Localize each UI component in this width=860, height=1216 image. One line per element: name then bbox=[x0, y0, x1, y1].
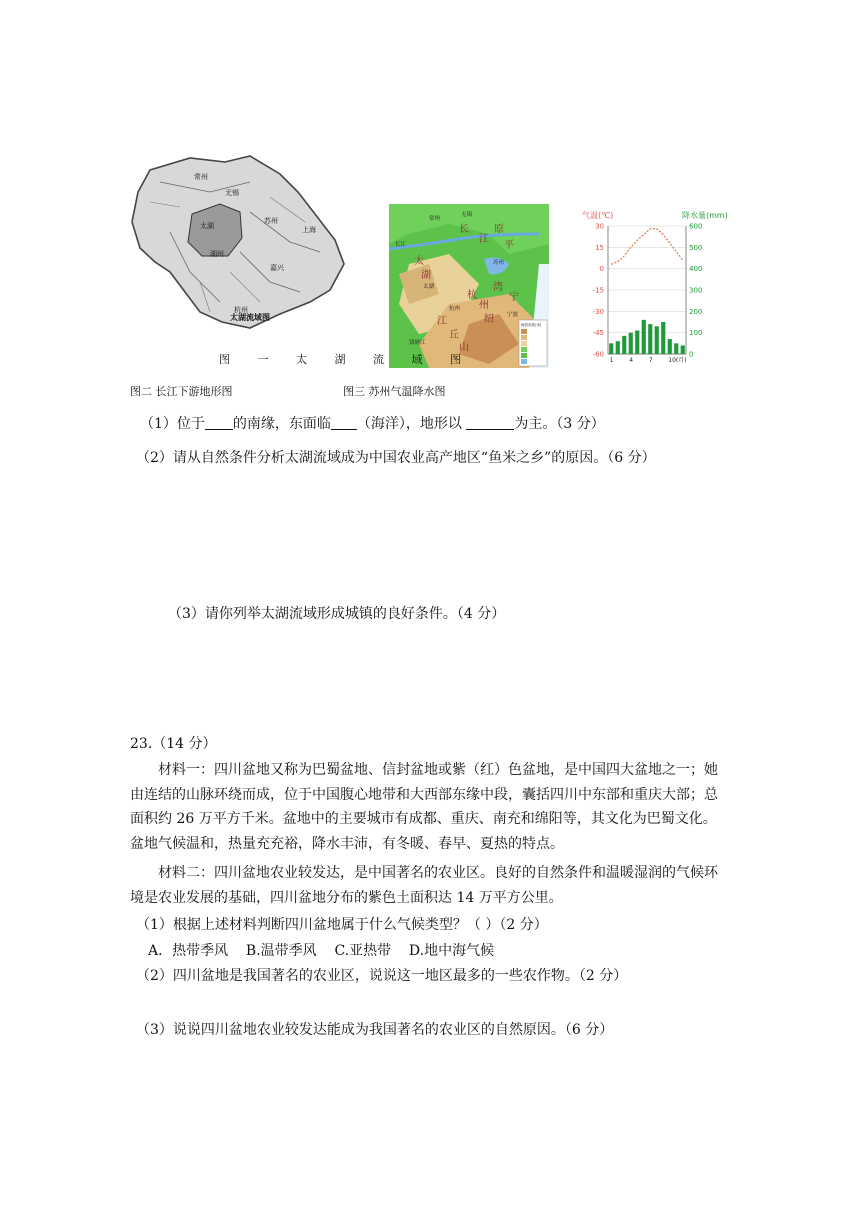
precip-bar-5 bbox=[635, 331, 639, 354]
caption-fig2: 图二 长江下游地形图 bbox=[130, 385, 233, 398]
map-title: 太湖流域图 bbox=[230, 313, 270, 322]
left-tick-label: -30 bbox=[592, 307, 604, 316]
q23-question-3: （3）说说四川盆地农业较发达能成为我国著名的农业区的自然原因。（6 分） bbox=[136, 1022, 614, 1038]
precip-bar-8 bbox=[655, 326, 659, 354]
precip-bar-1 bbox=[609, 343, 613, 354]
right-tick-label: 0 bbox=[689, 350, 694, 359]
precip-bar-7 bbox=[648, 324, 652, 354]
caption-fig1-text: 图 一 太 湖 流 域 图 bbox=[219, 353, 473, 366]
terrain-label-6: 宁 bbox=[509, 292, 519, 303]
q23-options: A．热带季风 B.温带季风 C.亚热带 D.地中海气候 bbox=[148, 943, 495, 959]
x-tick-label: 7 bbox=[648, 357, 653, 364]
right-tick-label: 200 bbox=[689, 307, 703, 316]
q22-blank-3[interactable] bbox=[466, 415, 514, 430]
terrain-legend bbox=[519, 320, 547, 366]
caption-fig1 bbox=[219, 350, 473, 370]
q22-blank-1[interactable] bbox=[205, 415, 233, 430]
left-tick-label: -45 bbox=[592, 329, 604, 338]
q22-part2: （2）请从自然条件分析太湖流域成为中国农业高产地区“鱼米之乡”的原因。（6 分） bbox=[136, 450, 656, 466]
terrain-label-13: 丘 bbox=[449, 330, 459, 341]
left-axis-title: 气温(℃) bbox=[582, 211, 614, 220]
terrain-place-qiantangjiang: 钱塘江 bbox=[409, 340, 426, 346]
x-tick-label: 1 bbox=[609, 357, 614, 364]
left-tick-label: 15 bbox=[595, 243, 604, 252]
temperature-line bbox=[611, 229, 683, 265]
terrain-map-svg bbox=[389, 204, 549, 368]
precip-bar-12 bbox=[681, 345, 685, 354]
precip-bar-3 bbox=[622, 336, 626, 354]
terrain-label-5: 湖 bbox=[421, 270, 431, 281]
q22-part3: （3）请你列举太湖流域形成城镇的良好条件。（4 分） bbox=[168, 606, 506, 622]
taihu-map-svg bbox=[130, 152, 348, 334]
terrain-label-7: 绍 bbox=[484, 314, 494, 325]
figure-terrain-map bbox=[389, 204, 549, 368]
left-tick-label: 0 bbox=[599, 265, 604, 274]
precip-bar-4 bbox=[629, 333, 633, 354]
terrain-place-wuxi: 无锡 bbox=[461, 212, 473, 218]
precip-bar-9 bbox=[661, 322, 665, 354]
q23-material-1: 材料一：四川盆地又称为巴蜀盆地、信封盆地或紫（红）色盆地，是中国四大盆地之一；她由连结的山脉环绕而成，位于中国腹心地带和大西部东缘中段，囊括四川中东部和重庆大部；总面积约 26 万平方千米。盆地中的主要城市有成都、重庆、南充和绵阳等，其文化为巴蜀文化。盆地气候温和，热量充充裕，降水丰沛，有冬暖、春早、夏热的特点。 bbox=[130, 762, 718, 852]
q23-question-2: （2）四川盆地是我国著名的农业区，说说这一地区最多的一些农作物。（2 分） bbox=[136, 968, 628, 984]
place-jiaxing: 嘉兴 bbox=[270, 264, 284, 272]
terrain-label-0: 长 bbox=[459, 224, 469, 235]
terrain-place-ningbo: 宁波 bbox=[507, 312, 519, 318]
precip-bar-10 bbox=[668, 339, 672, 354]
right-tick-label: 100 bbox=[689, 329, 703, 338]
right-tick-label: 600 bbox=[689, 222, 703, 231]
precip-bar-2 bbox=[616, 341, 620, 354]
q22-part1 bbox=[140, 414, 605, 434]
terrain-label-10: 州 bbox=[479, 300, 489, 311]
terrain-place-changjiang: 长江 bbox=[395, 242, 407, 248]
figure-taihu-basin-map bbox=[130, 152, 348, 334]
x-tick-label: 10(月) bbox=[668, 357, 687, 364]
terrain-label-9: 杭 bbox=[467, 290, 477, 301]
place-suzhou: 苏州 bbox=[264, 217, 278, 225]
terrain-label-4: 太 bbox=[414, 256, 424, 267]
right-axis-title: 降水量(mm) bbox=[682, 211, 728, 220]
place-shanghai: 上海 bbox=[302, 226, 316, 234]
terrain-place-changzhou: 常州 bbox=[429, 216, 441, 222]
precip-bar-6 bbox=[642, 320, 646, 354]
right-tick-label: 500 bbox=[689, 243, 703, 252]
right-tick-label: 300 bbox=[689, 286, 703, 295]
terrain-label-1: 江 bbox=[479, 234, 489, 245]
x-tick-label: 4 bbox=[629, 357, 634, 364]
place-hangzhou: 杭州 bbox=[234, 306, 248, 314]
terrain-place-hangzhou: 杭州 bbox=[449, 306, 461, 312]
terrain-label-2: 原 bbox=[494, 224, 504, 235]
q22-blank-2[interactable] bbox=[331, 415, 357, 430]
place-huzhou: 湖州 bbox=[210, 250, 224, 258]
left-tick-label: -15 bbox=[592, 286, 604, 295]
q23-question-1: （1）根据上述材料判断四川盆地属于什么气候类型？（ ）（2 分） bbox=[136, 917, 548, 933]
left-tick-label: -60 bbox=[592, 350, 604, 359]
q23-header: 23.（14 分） bbox=[130, 736, 217, 752]
q22-p1-a: （1）位于 bbox=[140, 416, 205, 432]
figure-climate-chart bbox=[574, 204, 760, 368]
place-taihu: 太湖 bbox=[200, 222, 214, 230]
q23-material-2: 材料二：四川盆地农业较发达，是中国著名的农业区。良好的自然条件和温暖湿润的气候环境是农业发展的基础，四川盆地分布的紫色土面积达 14 万平方公里。 bbox=[130, 865, 718, 906]
left-tick-label: 30 bbox=[595, 222, 604, 231]
terrain-label-11: 湾 bbox=[493, 282, 503, 293]
legend-title: 海拔高度(米) bbox=[521, 323, 542, 327]
caption-fig3: 图三 苏州气温降水图 bbox=[343, 385, 446, 398]
q22-p1-d: 为主。（3 分） bbox=[514, 416, 605, 432]
q22-p1-b: 的南缘，东面临 bbox=[232, 416, 331, 432]
place-changzhou: 常州 bbox=[194, 173, 208, 181]
place-wuxi: 无锡 bbox=[225, 189, 239, 197]
terrain-place-suzhou: 苏州 bbox=[493, 260, 505, 266]
right-tick-label: 400 bbox=[689, 265, 703, 274]
climate-chart-svg bbox=[574, 204, 760, 368]
terrain-label-12: 山 bbox=[459, 342, 469, 353]
precip-bar-11 bbox=[674, 343, 678, 354]
terrain-label-8: 江 bbox=[437, 316, 447, 327]
terrain-place-taihu: 太湖 bbox=[423, 284, 435, 290]
q22-p1-c: （海洋），地形以 bbox=[356, 416, 467, 432]
terrain-label-3: 平 bbox=[504, 240, 514, 251]
